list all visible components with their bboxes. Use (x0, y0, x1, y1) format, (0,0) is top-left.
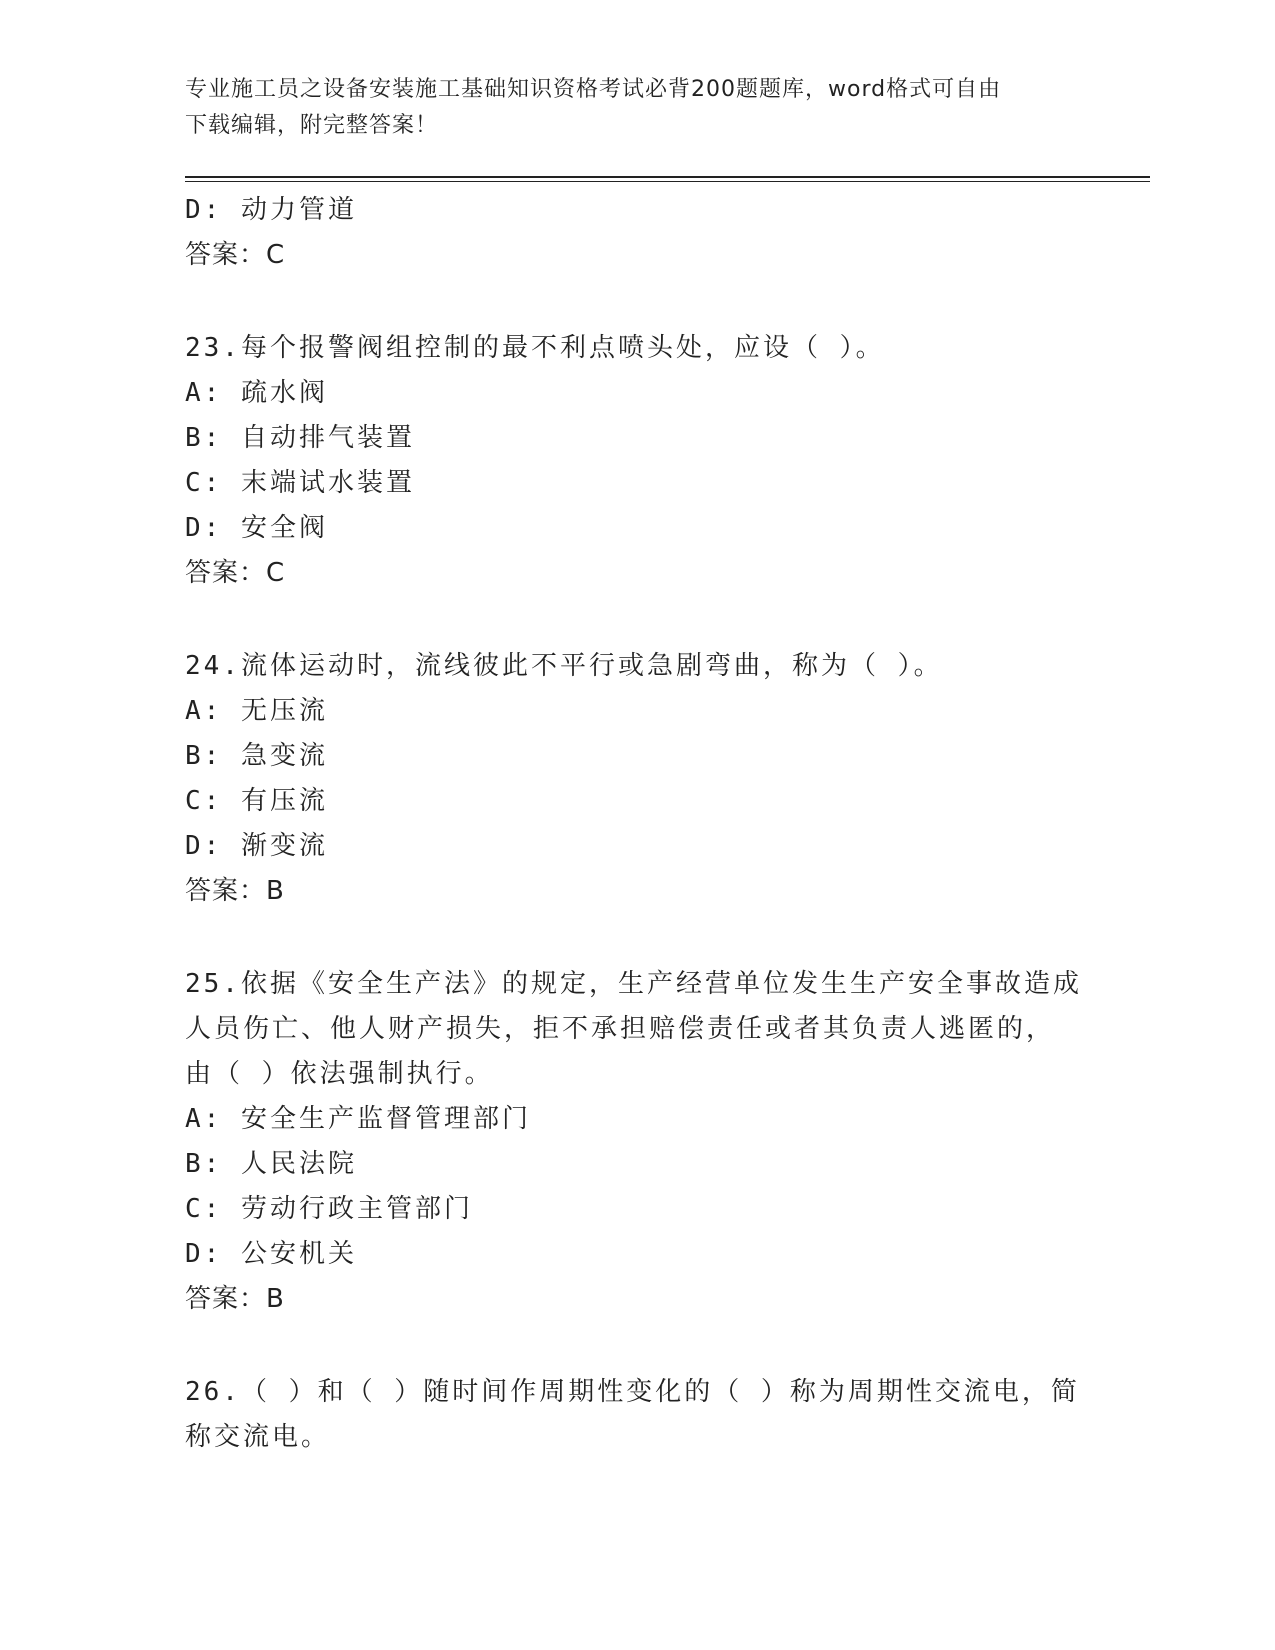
question-list (185, 188, 1125, 1460)
answer-line: 答案：B (185, 876, 285, 906)
question-text-line-2: 称交流电。 (185, 1422, 331, 1452)
question-text-line-1: 25.依据《安全生产法》的规定，生产经营单位发生生产安全事故造成 (185, 969, 1082, 999)
option-b: B: 急变流 (185, 741, 328, 771)
header-line-1: 专业施工员之设备安装施工基础知识资格考试必背200题题库，word格式可自由 (185, 77, 1002, 102)
option-d: D: 安全阀 (185, 513, 328, 543)
question-22-tail (185, 188, 1125, 278)
header-divider-thin (185, 181, 1150, 182)
answer-line: 答案：C (185, 240, 286, 270)
answer-line: 答案：B (185, 1284, 285, 1314)
option-a: A: 无压流 (185, 696, 328, 726)
question-24 (185, 644, 1125, 914)
question-text: 23.每个报警阀组控制的最不利点喷头处，应设（ ）。 (185, 333, 885, 363)
header-divider-thick (185, 176, 1150, 178)
question-text-line-3: 由（ ）依法强制执行。 (185, 1059, 494, 1089)
question-25 (185, 962, 1125, 1322)
question-26 (185, 1370, 1125, 1460)
option-d: D: 公安机关 (185, 1239, 357, 1269)
option-d: D: 渐变流 (185, 831, 328, 861)
option-c: C: 劳动行政主管部门 (185, 1194, 473, 1224)
option-a: A: 疏水阀 (185, 378, 328, 408)
option-b: B: 人民法院 (185, 1149, 357, 1179)
question-text: 24.流体运动时，流线彼此不平行或急剧弯曲，称为（ ）。 (185, 651, 943, 681)
question-23 (185, 326, 1125, 596)
option-d: D: 动力管道 (185, 195, 357, 225)
answer-line: 答案：C (185, 558, 286, 588)
document-header (185, 72, 1065, 144)
question-text-line-2: 人员伤亡、他人财产损失，拒不承担赔偿责任或者其负责人逃匿的， (185, 1014, 1056, 1044)
option-c: C: 末端试水装置 (185, 468, 415, 498)
option-b: B: 自动排气装置 (185, 423, 415, 453)
option-c: C: 有压流 (185, 786, 328, 816)
option-a: A: 安全生产监督管理部门 (185, 1104, 531, 1134)
header-line-2: 下载编辑，附完整答案！ (185, 113, 439, 138)
question-text-line-1: 26.（ ）和（ ）随时间作周期性变化的（ ）称为周期性交流电，简 (185, 1377, 1080, 1407)
